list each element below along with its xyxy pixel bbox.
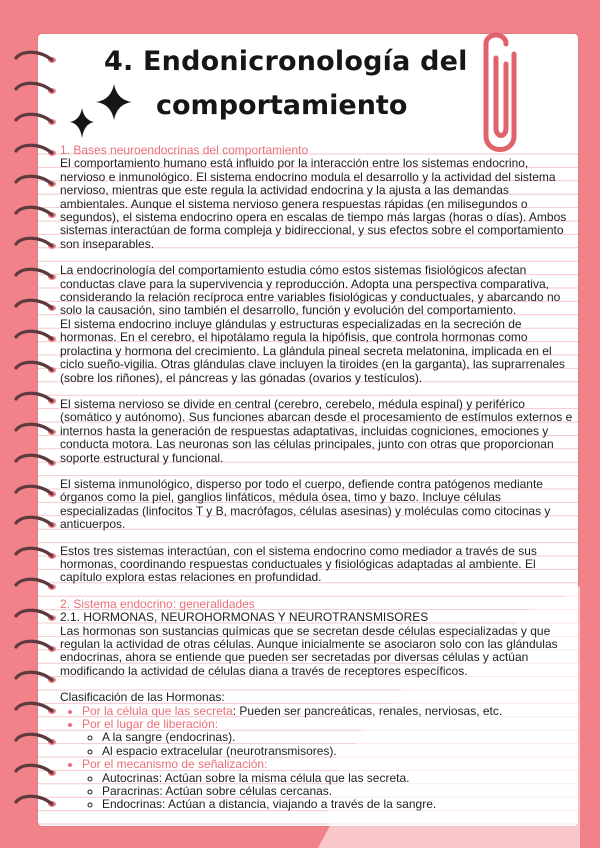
title-line-2: comportamiento — [156, 90, 408, 121]
section-1 — [60, 144, 576, 251]
section-2-paragraph-1: Las hormonas son sustancias químicas que se secretan desde células especializadas y que regulan la actividad de otras células. Aunque inicialmente se asociaron solo con las glándulas endocrinas, ahora se entiende que pueden ser secretadas por diversas células y actúan modificando la actividad de células diana a través de receptores específicos. — [60, 623, 558, 678]
classification-list — [60, 705, 576, 812]
list-item-label: Por la célula que las secreta — [82, 703, 233, 718]
classification-title: Clasificación de las Hormonas: — [60, 690, 225, 705]
list-item-label: Por el lugar de liberación: — [82, 717, 219, 732]
section-1-paragraph-4-wrap — [60, 398, 576, 465]
section-2 — [60, 598, 576, 678]
section-1-paragraph-5-wrap — [60, 478, 576, 532]
section-1-paragraph-3: El sistema endocrino incluye glándulas y estructuras especializadas en la secreción de hormonas. En el cerebro, el hipotálamo regula la hipófisis, que controla hormonas como prolactina y hormona del crecimiento. La glándula pineal secreta melatonina, implicada en el ciclo sueño-vigilia. Otras glándulas clave incluyen la tiroides (en la garganta), las suprarrenales (sobre los riñones), el páncreas y las gónadas (ovarios y testículos). — [60, 316, 565, 385]
section-2-subheading: 2.1. HORMONAS, NEUROHORMONAS Y NEUROTRANSMISORES — [60, 610, 429, 625]
sub-list — [82, 772, 576, 812]
page-title — [104, 40, 484, 128]
list-item — [82, 718, 576, 758]
section-1-paragraph-4: El sistema nervioso se divide en central (cerebro, cerebelo, médula espinal) y periférico (somático y autónomo). Sus funciones abarcan desde el procesamiento de estímulos externos e internos hasta la generación de respuestas adaptativas, incluidas cogniciones, emociones y conducta motora. Las neuronas son las células principales, junto con otras que proporcionan soporte estructural y funcional. — [60, 396, 573, 465]
list-item — [82, 705, 576, 718]
section-1-paragraph-5: El sistema inmunológico, disperso por todo el cuerpo, defiende contra patógenos mediante órganos como la piel, ganglios linfáticos, médula ósea, timo y bazo. Incluye células especializadas (linfocitos T y B, macrófagos, células asesinas) y moléculas como citocinas y anticuerpos. — [60, 476, 551, 532]
document-body — [60, 144, 576, 812]
sub-list — [82, 731, 576, 758]
section-1-paragraph-6-wrap — [60, 545, 576, 585]
list-item — [82, 758, 576, 812]
section-1-paragraph-2: La endocrinología del comportamiento estudia cómo estos sistemas fisiológicos afectan conductas clave para la supervivencia y reproducción. Adopta una perspectiva comparativa, considerando la relación recíproca entre variables fisiológicas y conductuales, y abarcando no solo la causación, sino también el desarrollo, función y evolución del comportamiento. — [60, 263, 561, 318]
section-1-paragraph-1: El comportamiento humano está influido por la interacción entre los sistemas endocrino, nervioso e inmunológico. El sistema endocrino modula el desarrollo y la actividad del sistema nervioso, mientras que este regula la actividad endocrina y la ajusta a las demandas ambientales. Aunque el sistema nervioso genera respuestas rápidas (en milisegundos o segundos), el sistema endocrino opera en escalas de tiempo más largas (horas o días). Ambos sistemas interactúan de forma compleja y bidireccional, y sus efectos sobre el comportamiento son inseparables. — [60, 156, 567, 251]
sub-list-item: ◦ Paracrinas: Actúan sobre células cercanas. — [102, 785, 576, 798]
title-line-1: 4. Endonicronología del — [104, 46, 468, 77]
sub-list-item: ◦ Autocrinas: Actúan sobre la misma célula que las secreta. — [102, 772, 576, 785]
list-item-label: Por el mecanismo de señalización: — [82, 757, 268, 772]
section-1-heading: 1. Bases neuroendocrinas del comportamiento — [60, 143, 309, 157]
classification-block — [60, 691, 576, 812]
sub-list-item: ◦ Endocrinas: Actúan a distancia, viajando a través de la sangre. — [102, 798, 576, 811]
sub-list-item: ◦ A la sangre (endocrinas). — [102, 731, 576, 744]
section-1-paragraph-6: Estos tres sistemas interactúan, con el sistema endocrino como mediador a través de sus hormonas, coordinando respuestas conductuales y fisiológicas adaptadas al ambiente. El capítulo explora estas relaciones en profundidad. — [60, 543, 537, 585]
section-2-heading: 2. Sistema endocrino: generalidades — [60, 596, 255, 611]
section-1-paragraph-2-wrap — [60, 264, 576, 385]
list-item-text: : Pueden ser pancreáticas, renales, nerviosas, etc. — [232, 703, 503, 718]
sub-list-item: ◦ Al espacio extracelular (neurotransmisores). — [102, 745, 576, 758]
